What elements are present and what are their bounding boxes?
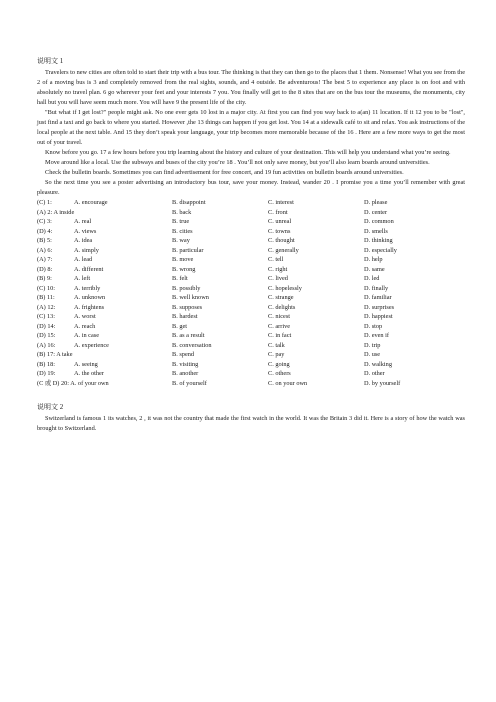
paragraph: Check the bulletin boards. Sometimes you can find advertisement for free concert, and 19 fun activities on bulletin boards around universities.	[45, 169, 404, 176]
option-c: C. towns	[268, 227, 291, 235]
option-c: C. hopelessly	[268, 284, 302, 292]
question-number: (B) 5:	[37, 237, 52, 244]
option-c: C. delights	[268, 303, 296, 311]
paragraph: Travelers to new cities are often told to start their trip with a bus tour. The thinking is that they can then go to the places that 1 them. Nonsense! What you see from the 2 of a moving bus is 3 and completely removed from the real sights, sounds, and 4 outside. Be adventurous! The best 5 to experience any place is on foot and with absolutely no travel plan. 6 go wherever your feet and your interests 7 you. You finally will get to the 8 sites that are on the bus tour the museums, the monuments, city hall but you will have seem much more. You will have 9 the present life of the city.	[37, 69, 465, 106]
question-and-option-a	[37, 246, 172, 256]
option-row	[37, 322, 465, 332]
option-c: C. thought	[268, 237, 295, 244]
option-a: A. unknown	[74, 294, 106, 301]
question-and-option-a	[37, 312, 172, 322]
option-a: A. in case	[74, 332, 100, 339]
question-and-option-a: (B) 17: A take	[37, 351, 73, 358]
option-row	[37, 208, 465, 218]
option-row	[37, 284, 465, 294]
question-number: (C) 3:	[37, 218, 52, 225]
option-c: C. generally	[268, 246, 299, 254]
question-number: (A) 16:	[37, 341, 56, 349]
question-and-option-a	[37, 227, 172, 237]
passage1-heading: 说明文 1	[37, 57, 64, 65]
question-number: (A) 12:	[37, 303, 56, 311]
option-row	[37, 379, 465, 389]
question-and-option-a: (C 或 D) 20: A. of your own	[37, 379, 109, 387]
option-d: D. thinking	[364, 237, 393, 244]
option-c: C. going	[268, 360, 290, 368]
option-row	[37, 312, 465, 322]
option-c: C. tell	[268, 256, 284, 263]
option-row	[37, 265, 465, 275]
option-d: D. use	[364, 351, 381, 358]
option-c: C. nicest	[268, 313, 291, 320]
option-a: A. worst	[74, 313, 96, 320]
option-b: B. spend	[172, 351, 195, 358]
question-and-option-a	[37, 360, 172, 370]
option-b: B. well known	[172, 294, 209, 301]
option-row	[37, 360, 465, 370]
question-number: (D) 4:	[37, 227, 53, 235]
option-b: B. felt	[172, 275, 188, 282]
option-row	[37, 255, 465, 265]
option-d: D. smells	[364, 227, 388, 235]
option-b: B. move	[172, 256, 194, 263]
question-number: (D) 8:	[37, 265, 53, 273]
option-d: D. center	[364, 208, 388, 216]
question-and-option-a	[37, 217, 172, 227]
option-b: B. cities	[172, 227, 193, 235]
option-b: B. possibly	[172, 284, 201, 292]
option-row	[37, 293, 465, 303]
option-a: A. experience	[74, 341, 109, 349]
option-row	[37, 217, 465, 227]
option-d: D. please	[364, 199, 388, 206]
option-a: A. left	[74, 275, 91, 282]
option-c: C. right	[268, 265, 288, 273]
option-c: C. arrive	[268, 322, 291, 330]
option-a: A. views	[74, 227, 97, 235]
paragraph: So the next time you see a poster advertising an introductory bus tour, save your money. Instead, wander 20 . I promise you a time you’ll remember with great pleasure.	[37, 179, 465, 196]
passage2-body	[37, 414, 465, 434]
option-a: A. idea	[74, 237, 93, 244]
paragraph: Know before you go. 17 a few hours before you trip learning about the history and culture of your destination. This will help you understand what you’re seeing.	[45, 149, 451, 156]
question-and-option-a	[37, 341, 172, 351]
question-number: (D) 14:	[37, 322, 56, 330]
option-row	[37, 198, 465, 208]
option-d: D. happiest	[364, 313, 393, 320]
question-number: (A) 6:	[37, 246, 53, 254]
option-a: A. real	[74, 218, 92, 225]
option-d: D. by yourself	[364, 379, 401, 387]
option-a: A. the other	[74, 370, 104, 377]
question-number: (B) 18:	[37, 360, 56, 368]
question-and-option-a	[37, 274, 172, 284]
option-d: D. other	[364, 370, 385, 377]
option-d: D. especially	[364, 246, 397, 254]
option-a: A. encourage	[74, 199, 108, 206]
question-number: (D) 15:	[37, 332, 56, 339]
question-and-option-a	[37, 322, 172, 332]
option-b: B. supposes	[172, 303, 203, 311]
option-row	[37, 341, 465, 351]
document-page	[37, 56, 465, 434]
option-b: B. as a result	[172, 332, 205, 339]
option-a: A. simply	[74, 246, 99, 254]
option-d: D. help	[364, 256, 383, 263]
option-row	[37, 369, 465, 379]
question-and-option-a	[37, 265, 172, 275]
question-and-option-a	[37, 331, 172, 341]
option-b: B. conversation	[172, 341, 212, 349]
paragraph: Switzerland is famous 1 its watches, 2 , it was not the country that made the first watch in the world. It was the Britain 3 did it. Here is a story of how the watch was brought to Switzerland.	[37, 415, 465, 432]
question-and-option-a: (A) 2: A inside	[37, 208, 75, 216]
option-d: D. surprises	[364, 303, 395, 311]
option-d: D. even if	[364, 332, 390, 339]
option-c: C. unreal	[268, 218, 292, 225]
option-c: C. talk	[268, 341, 285, 349]
passage1-body	[37, 68, 465, 198]
paragraph: "But what if I get lost?" people might ask. No one ever gets 10 lost in a major city. At first you can find you way back to a(an) 11 location. If it 12 you to be "lost", just find a taxi and go back to where you started. However ,the 13 things can happen if you get lost. You 14 at a sidewalk café to sit and relax. You ask instructions of the local people at the next table. And 15 they don’t speak your language, your trip becomes more memorable because of the 16 . Here are a few more ways to get the most out of your travel.	[37, 109, 465, 146]
option-d: D. led	[364, 275, 380, 282]
question-number: (A) 7:	[37, 256, 53, 263]
option-b: B. particular	[172, 246, 204, 254]
option-d: D. finally	[364, 284, 389, 292]
option-b: B. wrong	[172, 265, 196, 273]
option-b: B. of yourself	[172, 379, 207, 387]
option-row	[37, 274, 465, 284]
question-and-option-a	[37, 303, 172, 313]
option-d: D. trip	[364, 341, 381, 349]
option-row	[37, 236, 465, 246]
option-a: A. reach	[74, 322, 96, 330]
option-b: B. visiting	[172, 360, 199, 368]
option-c: C. on your own	[268, 379, 308, 387]
option-a: A. seeing	[74, 360, 98, 368]
question-number: (C) 10:	[37, 284, 56, 292]
option-c: C. strange	[268, 294, 294, 301]
option-b: B. another	[172, 370, 199, 377]
question-and-option-a	[37, 236, 172, 246]
question-and-option-a	[37, 284, 172, 294]
paragraph: Move around like a local. Use the subways and buses of the city you’re 18 . You’ll not only save money, but you’ll also learn boards around universities.	[45, 159, 430, 166]
option-row	[37, 246, 465, 256]
option-row	[37, 331, 465, 341]
option-d: D. stop	[364, 322, 383, 330]
option-b: B. disappoint	[172, 199, 206, 206]
option-b: B. get	[172, 322, 188, 330]
option-b: B. back	[172, 208, 192, 216]
option-row	[37, 303, 465, 313]
question-number: (B) 9:	[37, 275, 52, 282]
question-number: (D) 19:	[37, 370, 56, 377]
option-b: B. hardest	[172, 313, 198, 320]
option-a: A. frightens	[74, 303, 105, 311]
option-c: C. lived	[268, 275, 288, 282]
option-d: D. walking	[364, 360, 392, 368]
question-and-option-a	[37, 198, 172, 208]
option-c: C. in fact	[268, 332, 292, 339]
option-a: A. different	[74, 265, 104, 273]
question-number: (C) 13:	[37, 313, 56, 320]
option-c: C. front	[268, 208, 288, 216]
passage1-options	[37, 198, 465, 388]
option-a: A. lead	[74, 256, 93, 263]
question-and-option-a	[37, 369, 172, 379]
option-b: B. true	[172, 218, 190, 225]
option-d: D. familiar	[364, 294, 392, 301]
option-c: C. pay	[268, 351, 285, 358]
question-number: (B) 11:	[37, 294, 55, 301]
option-c: C. interest	[268, 199, 294, 206]
option-row	[37, 350, 465, 360]
passage2-heading: 说明文 2	[37, 403, 64, 411]
option-b: B. way	[172, 237, 190, 244]
question-number: (C) 1:	[37, 199, 52, 206]
option-c: C. others	[268, 370, 291, 377]
question-and-option-a	[37, 293, 172, 303]
option-row	[37, 227, 465, 237]
question-and-option-a	[37, 255, 172, 265]
option-d: D. same	[364, 265, 385, 273]
option-a: A. terribly	[74, 284, 101, 292]
option-d: D. common	[364, 218, 394, 225]
